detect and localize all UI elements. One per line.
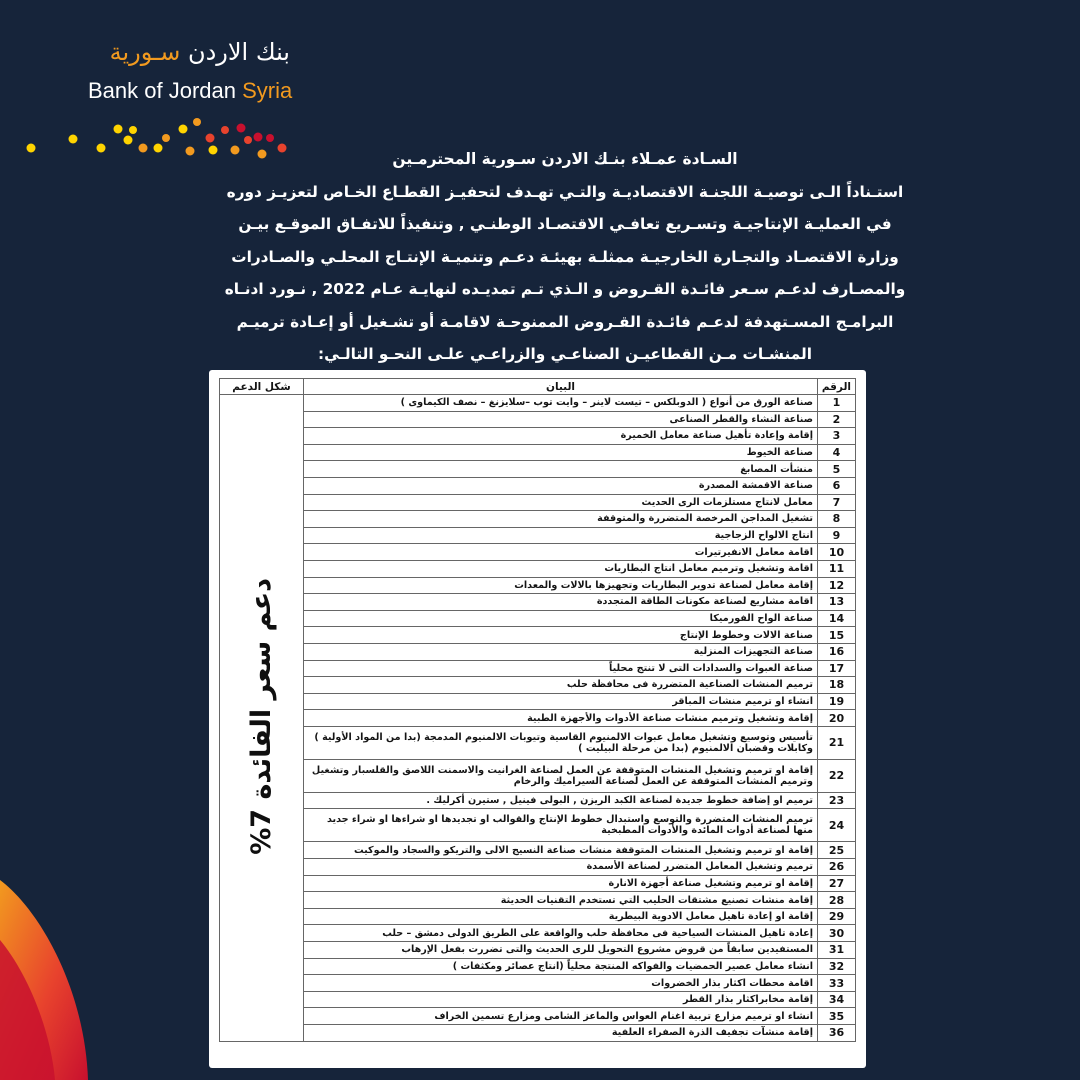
row-number: 23	[818, 792, 856, 809]
row-number: 2	[818, 411, 856, 428]
row-number: 14	[818, 610, 856, 627]
table-row	[220, 395, 856, 412]
table-row	[220, 627, 856, 644]
header-support: شكل الدعم	[220, 379, 304, 395]
row-number: 12	[818, 577, 856, 594]
row-statement: صناعة الالات وخطوط الإنتاج	[304, 627, 818, 644]
row-statement: اقامة وتشغيل وترميم معامل انتاج البطاريات	[304, 560, 818, 577]
row-statement: صناعة الواح الفورميكا	[304, 610, 818, 627]
row-statement: صناعة النشاء والقطر الصناعى	[304, 411, 818, 428]
intro-line: والمصـارف لدعـم سـعر فائـدة القـروض و الـذي تـم تمديـده لنهايـة عـام 2022 , نـورد ادنـاه	[224, 280, 906, 298]
row-statement: صناعة التجهيزات المنزلية	[304, 643, 818, 660]
table-row	[220, 677, 856, 694]
row-number: 17	[818, 660, 856, 677]
header-number: الرقم	[818, 379, 856, 395]
corner-decoration	[0, 820, 90, 1080]
row-number: 8	[818, 511, 856, 528]
table-row	[220, 726, 856, 759]
row-statement: منشأت المصابغ	[304, 461, 818, 478]
intro-text	[200, 143, 930, 371]
row-number: 19	[818, 693, 856, 710]
row-number: 7	[818, 494, 856, 511]
support-form-text: دعم سعر الفائدة 7%	[246, 577, 277, 855]
table-row	[220, 925, 856, 942]
row-statement: إعادة تاهيل المنشات السياحية فى محافظة حلب والواقعة على الطريق الدولى دمشق – حلب	[304, 925, 818, 942]
row-number: 10	[818, 544, 856, 561]
row-statement: إقامة وإعادة تأهيل صناعة معامل الخميرة	[304, 428, 818, 445]
row-number: 26	[818, 859, 856, 876]
row-number: 4	[818, 444, 856, 461]
table-row	[220, 411, 856, 428]
table-row	[220, 610, 856, 627]
row-statement: المستفيدين سابقاً من قروض مشروع التحويل للرى الحديث والتى تضررت بفعل الإرهاب	[304, 942, 818, 959]
row-statement: إقامة او ترميم وتشغيل المنشات المتوقفة عن العمل لصناعة الغرانيت والاسمنت اللاصق والقلسبار وتشغيل وترميم المنشات المتوقفة عن العمل لصناعة السيراميك والرخام	[304, 759, 818, 792]
table-row	[220, 792, 856, 809]
row-number: 32	[818, 958, 856, 975]
row-statement: انشاء معامل عصير الحمضيات والفواكه المنتجة محلياً (انتاج عصائر ومكثفات )	[304, 958, 818, 975]
row-statement: صناعة الاقمشة المصدرة	[304, 477, 818, 494]
table-row	[220, 809, 856, 842]
row-statement: ترميم وتشغيل المعامل المتضرر لصناعة الأسمدة	[304, 859, 818, 876]
logo-english-country: Syria	[242, 78, 293, 103]
row-number: 18	[818, 677, 856, 694]
table-body	[220, 395, 856, 1042]
table-row	[220, 594, 856, 611]
support-form-cell	[220, 395, 304, 1042]
row-number: 15	[818, 627, 856, 644]
row-number: 27	[818, 875, 856, 892]
row-number: 11	[818, 560, 856, 577]
row-statement: إقامة او ترميم وتشغيل صناعة أجهزة الانارة	[304, 875, 818, 892]
table-row	[220, 842, 856, 859]
row-statement: إقامة مخابراكثار بذار القطر	[304, 991, 818, 1008]
row-statement: إقامة او إعادة تاهيل معامل الادوية البيطرية	[304, 908, 818, 925]
table-row	[220, 991, 856, 1008]
row-statement: إقامة معامل لصناعة تدوير البطاريات وتجهيزها بالالات والمعدات	[304, 577, 818, 594]
table-row	[220, 643, 856, 660]
row-number: 31	[818, 942, 856, 959]
table-row	[220, 908, 856, 925]
greeting: السـادة عمـلاء بنـك الاردن سـورية المحترمـين	[392, 150, 738, 168]
row-number: 22	[818, 759, 856, 792]
row-number: 13	[818, 594, 856, 611]
row-statement: انشاء او ترميم مزارع تربية اغنام العواس والماعز الشامى ومزارع تسمين الخراف	[304, 1008, 818, 1025]
table-row	[220, 859, 856, 876]
table-row	[220, 527, 856, 544]
row-number: 20	[818, 710, 856, 727]
row-number: 34	[818, 991, 856, 1008]
row-statement: إقامة منشآت تجفيف الذرة الصفراء العلفية	[304, 1025, 818, 1042]
row-statement: ترميم او إضافة خطوط جديدة لصناعة الكبد الريزن , البولى فينيل , ستيرن أكرليك .	[304, 792, 818, 809]
table-row	[220, 975, 856, 992]
logo-arabic-bank: بنك الاردن	[187, 38, 290, 66]
row-number: 33	[818, 975, 856, 992]
table-row	[220, 710, 856, 727]
table-row	[220, 477, 856, 494]
row-statement: إقامة او ترميم وتشغيل المنشات المتوقفة منشات صناعة النسيج الالى والتريكو والسجاد والموكيت	[304, 842, 818, 859]
table-row	[220, 511, 856, 528]
table-row	[220, 577, 856, 594]
table-row	[220, 1008, 856, 1025]
row-number: 24	[818, 809, 856, 842]
row-statement: إقامة منشات تصنيع مشتقات الحليب التي تستخدم التقنيات الحديثة	[304, 892, 818, 909]
programs-table	[219, 378, 856, 1042]
row-number: 36	[818, 1025, 856, 1042]
row-statement: اقامة مشاريع لصناعة مكونات الطاقة المتجددة	[304, 594, 818, 611]
table-row	[220, 892, 856, 909]
table-header-row	[220, 379, 856, 395]
table-row	[220, 693, 856, 710]
intro-line: البرامـج المسـتهدفة لدعـم فائـدة القـروض الممنوحـة لاقامـة أو تشـغيل أو إعـادة ترميـم	[236, 312, 894, 331]
row-number: 16	[818, 643, 856, 660]
row-statement: إقامة وتشغيل وترميم منشات صناعة الأدوات والأجهزة الطبية	[304, 710, 818, 727]
row-number: 29	[818, 908, 856, 925]
table-row	[220, 759, 856, 792]
row-number: 6	[818, 477, 856, 494]
row-statement: اقامة محطات اكثار بذار الخضروات	[304, 975, 818, 992]
row-number: 5	[818, 461, 856, 478]
table-row	[220, 875, 856, 892]
row-statement: انشاء او ترميم منشات المباقر	[304, 693, 818, 710]
logo-english	[88, 78, 292, 104]
intro-line: استـناداً الـى توصيـة اللجنـة الاقتصاديـة والتـي تهـدف لتحفيـز القطـاع الخـاص لتعزيـز دوره	[226, 182, 904, 201]
bank-logo	[88, 38, 298, 108]
logo-arabic	[110, 38, 290, 66]
row-number: 35	[818, 1008, 856, 1025]
row-number: 30	[818, 925, 856, 942]
row-statement: صناعة الورق من أنواع ( الدوبلكس – تيست لاينر – وايت توب –سلايزنغ – نصف الكيماوى )	[304, 395, 818, 412]
table-row	[220, 461, 856, 478]
table-row	[220, 660, 856, 677]
row-statement: ترميم المنشات المتضررة والتوسع واستبدال خطوط الإنتاج والقوالب او تجديدها او شراءها او شراء جديد منها لصناعة أدوات المائدة والأدوات المطبخية	[304, 809, 818, 842]
table-row	[220, 428, 856, 445]
table-row	[220, 494, 856, 511]
table-row	[220, 958, 856, 975]
row-statement: تشغيل المداجن المرخصة المتضررة والمتوقفة	[304, 511, 818, 528]
header-statement: البيان	[304, 379, 818, 395]
row-statement: انتاج الالواح الزجاجية	[304, 527, 818, 544]
row-number: 28	[818, 892, 856, 909]
row-statement: تأسيس وتوسيع وتشغيل معامل عبوات الالمنيوم القاسية وتيوبات الالمنيوم المدمجة (بدا من المواد الأولية ) وكابلات وقضبان الالمنيوم (بدا من مرحلة البيليت )	[304, 726, 818, 759]
row-number: 9	[818, 527, 856, 544]
row-statement: صناعة العبوات والسدادات التى لا تنتج محلياً	[304, 660, 818, 677]
row-statement: ترميم المنشات الصناعية المتضررة فى محافظة حلب	[304, 677, 818, 694]
logo-arabic-country: سـورية	[109, 38, 181, 66]
row-number: 21	[818, 726, 856, 759]
row-number: 3	[818, 428, 856, 445]
row-statement: معامل لانتاج مستلزمات الرى الحديث	[304, 494, 818, 511]
table-row	[220, 544, 856, 561]
table-row	[220, 444, 856, 461]
row-number: 25	[818, 842, 856, 859]
table-row	[220, 942, 856, 959]
table-row	[220, 1025, 856, 1042]
intro-line: المنشـات مـن القطاعيـن الصناعـي والزراعـي علـى النحـو التالـي:	[318, 345, 812, 363]
row-statement: اقامة معامل الانفيرتيرات	[304, 544, 818, 561]
logo-english-bank: Bank of Jordan	[88, 78, 236, 103]
intro-line: وزارة الاقتصـاد والتجـارة الخارجيـة ممثلـة بهيئـة دعـم وتنميـة الإنتـاج المحلـي والصـادرات	[231, 247, 899, 266]
programs-table-card	[209, 370, 866, 1068]
row-number: 1	[818, 395, 856, 412]
intro-line: في العمليـة الإنتاجيـة وتسـريع تعافـي الاقتصـاد الوطنـي , وتنفيذاً للاتفـاق الموقـع بيـن	[238, 215, 892, 233]
row-statement: صناعة الخيوط	[304, 444, 818, 461]
table-row	[220, 560, 856, 577]
